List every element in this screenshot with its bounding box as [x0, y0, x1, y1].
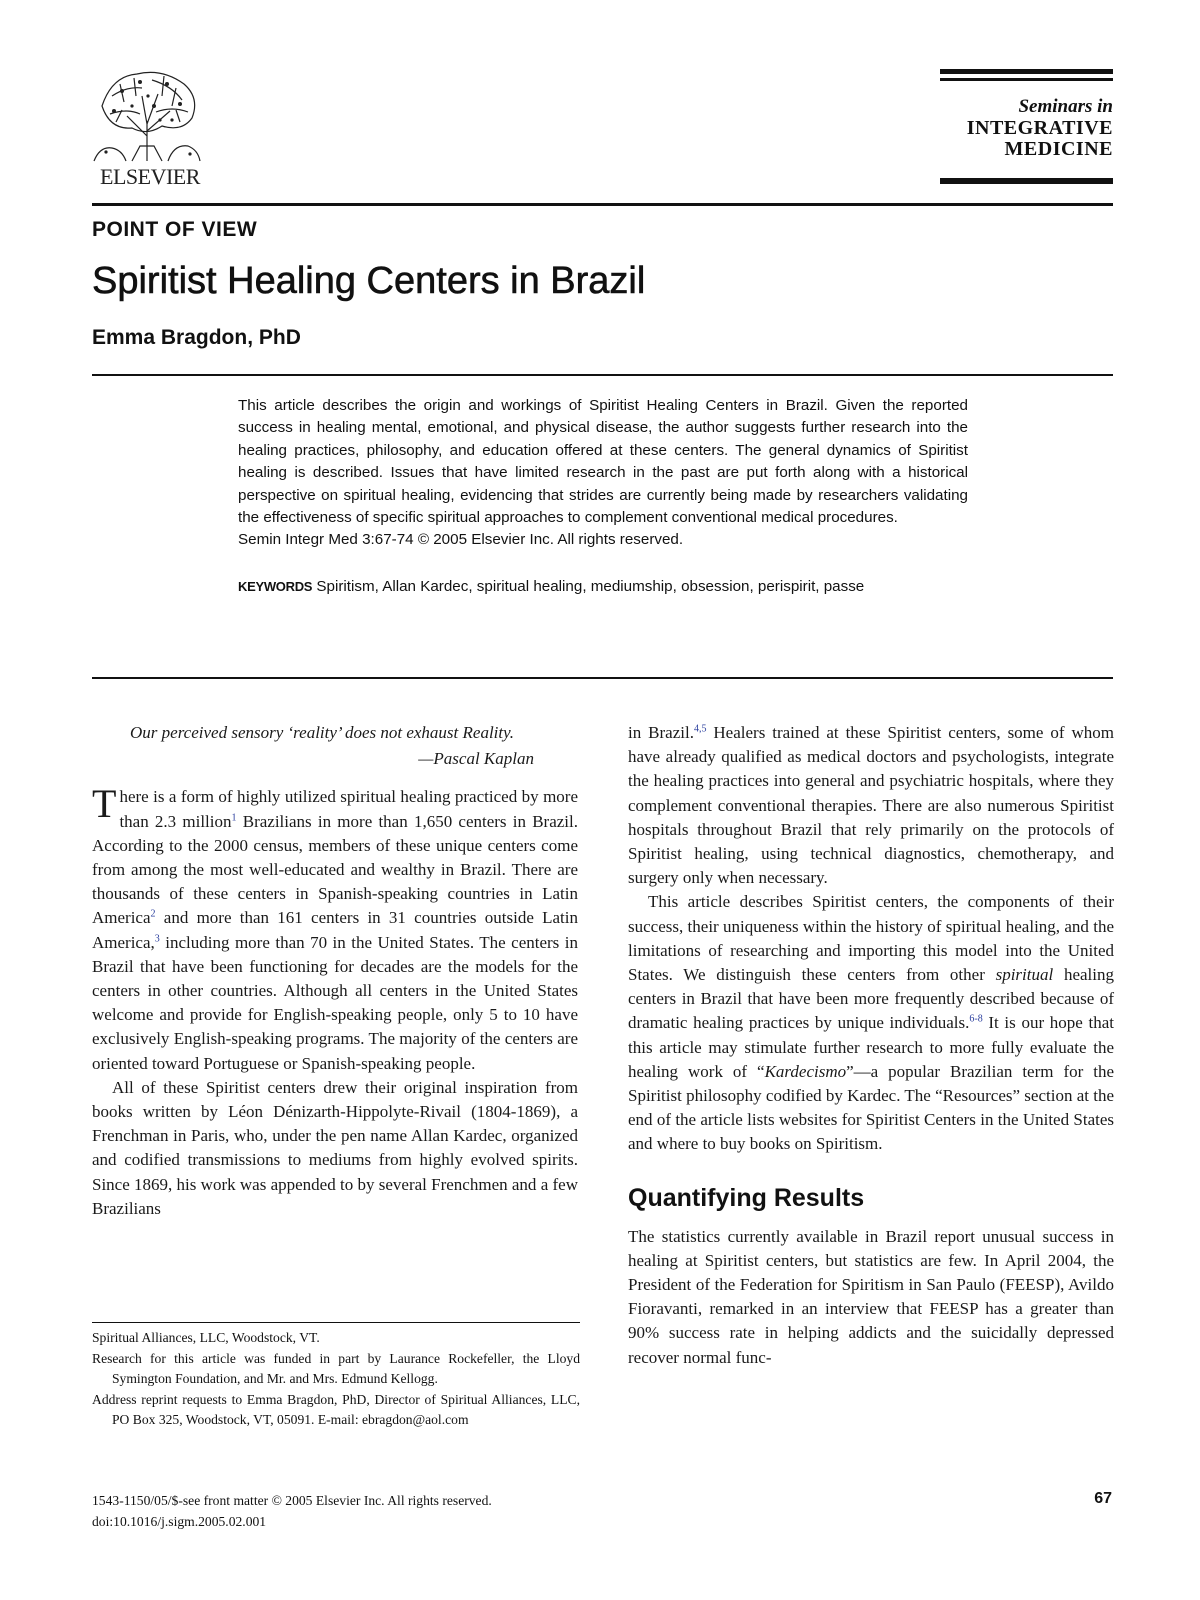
text-run: It is our hope that this article may stimulate further research to more fully evaluate the healing work of “ — [628, 1013, 1114, 1081]
article-title: Spiritist Healing Centers in Brazil — [92, 260, 646, 302]
journal-name — [967, 118, 1113, 160]
journal-rule-bottom — [940, 178, 1113, 184]
body-paragraph: All of these Spiritist centers drew their original inspiration from books written by Léon Dénizarth-Hippolyte-Rivail (1804-1869), a Frenchman in Paris, who, under the pen name Allan Kardec, organized and codified transmissions to mediums from highly evolved spirits. Since 1869, his work was appended to by several Frenchmen and a few Brazilians — [92, 1077, 578, 1218]
footer-issn: 1543-1150/05/$-see front matter © 2005 Elsevier Inc. All rights reserved. — [92, 1493, 492, 1508]
text-run: here is a form of highly utilized spiritual healing practiced by more than 2.3 million — [119, 787, 578, 831]
body-column-right — [628, 721, 1114, 1370]
journal-rule-top — [940, 69, 1113, 74]
text-run: Healers trained at these Spiritist centers, some of whom have already qualified as medical doctors and psychologists, integrate the healing practices into general and psychiatric hospitals, where they complement conventional therapies. There are also numerous Spiritist hospitals throughout Brazil that rely primarily on the protocols of Spiritist healing, using technical diagnostics, chemotherapy, and surgery only when necessary. — [628, 723, 1114, 888]
footer-doi[interactable]: doi:10.1016/j.sigm.2005.02.001 — [92, 1514, 267, 1529]
page-number: 67 — [1094, 1490, 1112, 1507]
publisher-name: ELSEVIER — [100, 164, 200, 189]
keywords-list: Spiritism, Allan Kardec, spiritual healing, mediumship, obsession, perispirit, passe — [316, 577, 865, 595]
footnotes — [92, 1328, 580, 1431]
text-run: including more than 70 in the United States. The centers in Brazil that have been functioning for decades are the models for the centers in other countries. Although all centers in the United States welcome and provide for English-speaking people, only 5 to 10 have exclusively English-speaking programs. The majority of the centers are oriented toward Portuguese or Spanish-speaking people. — [92, 932, 578, 1073]
reference-link[interactable]: 4,5 — [693, 723, 707, 735]
header-divider — [92, 203, 1113, 206]
footnote-divider — [92, 1322, 580, 1323]
text-run: and more than 161 centers in 31 countries outside Latin America, — [92, 908, 578, 952]
body-paragraph — [628, 890, 1114, 1156]
drop-cap: T — [92, 781, 117, 827]
emphasis: Kardecismo — [764, 1061, 847, 1081]
footer-info — [92, 1490, 492, 1532]
body-paragraph: The statistics currently available in Brazil report unusual success in healing at Spiritist centers, but statistics are few. In April 2004, the President of the Federation for Spiritism in San Paulo (FEESP), Avildo Fioravanti, remarked in an interview that FEESP has a greater than 90% success rate in helping addicts and the suicidally depressed recover normal func- — [628, 1226, 1114, 1367]
body-paragraph — [92, 781, 578, 1075]
abstract — [238, 395, 968, 598]
section-heading: Quantifying Results — [628, 1183, 865, 1212]
reference-link[interactable]: 6-8 — [969, 1013, 983, 1025]
abstract-divider — [92, 677, 1113, 679]
citation-line: Semin Integr Med 3:67-74 © 2005 Elsevier Inc. All rights reserved. — [238, 531, 684, 549]
abstract-text: This article describes the origin and workings of Spiritist Healing Centers in Brazil. Given the reported success in healing mental, emotional, and physical disease, the author suggests further research into the healing practices, philosophy, and education offered at these centers. The general dynamics of Spiritist healing is described. Issues that have limited research in the past are put forth along with a historical perspective on spiritual healing, evidencing that strides are currently being made by researchers validating the effectiveness of specific spiritual approaches to complement conventional medical procedures. — [238, 397, 968, 527]
keywords — [238, 576, 968, 598]
reference-link[interactable]: 2 — [150, 908, 156, 920]
footnote-affiliation: Spiritual Alliances, LLC, Woodstock, VT. — [92, 1330, 320, 1345]
body-paragraph — [628, 721, 1114, 890]
journal-rule-top-thin — [940, 78, 1113, 81]
text-run: healing centers in Brazil that have been more frequently described because of dramatic healing practices by unique individuals. — [628, 965, 1114, 1033]
section-label: POINT OF VIEW — [92, 218, 258, 241]
reference-link[interactable]: 1 — [231, 811, 237, 823]
journal-name-line1: INTEGRATIVE — [966, 117, 1113, 139]
text-run: Brazilians in more than 1,650 centers in Brazil. According to the 2000 census, members of these unique centers come from among the most well-educated and wealthy in Brazil. There are thousands of these centers in Spanish-speaking countries in Latin America — [92, 811, 578, 928]
epigraph-quote: Our perceived sensory ‘reality’ does not exhaust Reality. — [130, 723, 514, 742]
footnote-funding: Research for this article was funded in part by Laurance Rockefeller, the Lloyd Symington Foundation, and Mr. and Mrs. Edmund Kellogg. — [92, 1350, 580, 1387]
body-column-left — [92, 721, 578, 1221]
emphasis: spiritual — [995, 965, 1054, 985]
journal-name-line2: MEDICINE — [1004, 138, 1113, 160]
text-run: in Brazil. — [628, 723, 694, 742]
reference-link[interactable]: 3 — [154, 932, 160, 944]
article-author: Emma Bragdon, PhD — [92, 326, 301, 349]
title-divider — [92, 374, 1113, 376]
epigraph-attribution: —Pascal Kaplan — [418, 749, 534, 769]
keywords-label: KEYWORDS — [238, 578, 313, 594]
text-run: This article describes Spiritist centers, the components of their success, their uniqueness within the history of spiritual healing, and the limitations of researching and importing this model into the United States. We distinguish these centers from other — [628, 892, 1114, 985]
journal-series-label: Seminars in — [1018, 96, 1113, 117]
footnote-reprints: Address reprint requests to Emma Bragdon, PhD, Director of Spiritual Alliances, LLC, PO Box 325, Woodstock, VT, 05091. E-mail: ebragdon@aol.com — [92, 1391, 580, 1428]
text-run: ”—a popular Brazilian term for the Spiritist philosophy codified by Kardec. The “Resources” section at the end of the article lists websites for Spiritist Centers in the United States and where to buy books on Spiritism. — [628, 1061, 1114, 1154]
